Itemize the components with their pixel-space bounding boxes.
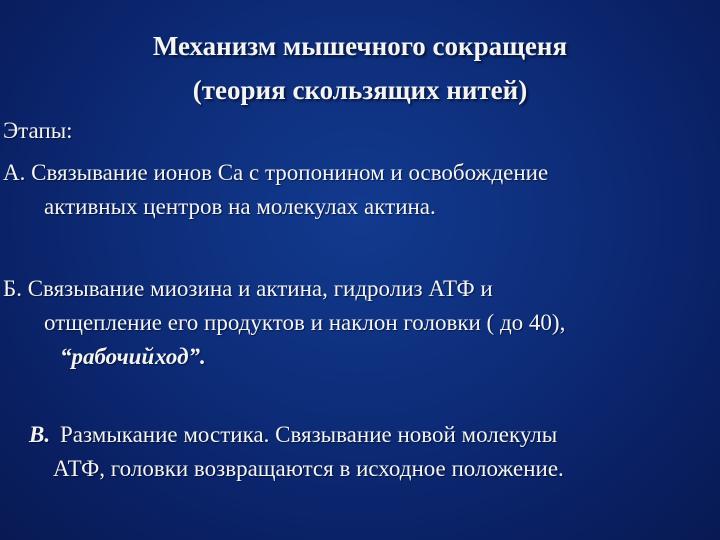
stage-b-line-2: отщепление его продуктов и наклон головки ( до 40), xyxy=(44,310,566,335)
stage-b-line-3b: ход”. xyxy=(155,344,206,369)
stage-a-line-2: активных центров на молекулах актина. xyxy=(44,194,436,219)
title-line-2: (теория скользящих нитей) xyxy=(192,75,528,105)
stage-c-line-2: АТФ, головки возвращаются в исходное положение. xyxy=(53,456,564,481)
stage-c-line-1: Размыкание мостика. Связывание новой молекулы xyxy=(60,422,558,447)
title-line-1: Механизм мышечного сокращеня xyxy=(152,31,568,61)
stages-label: Этапы: xyxy=(3,118,73,143)
stage-a-line-1: А. Связывание ионов Са с тропонином и освобождение xyxy=(3,160,549,185)
stage-b-line-3a: “рабочий xyxy=(60,344,155,369)
stage-b-line-1: Б. Связывание миозина и актина, гидролиз АТФ и xyxy=(3,276,493,301)
stage-c-prefix: В. xyxy=(29,422,51,447)
slide-title xyxy=(70,24,650,112)
